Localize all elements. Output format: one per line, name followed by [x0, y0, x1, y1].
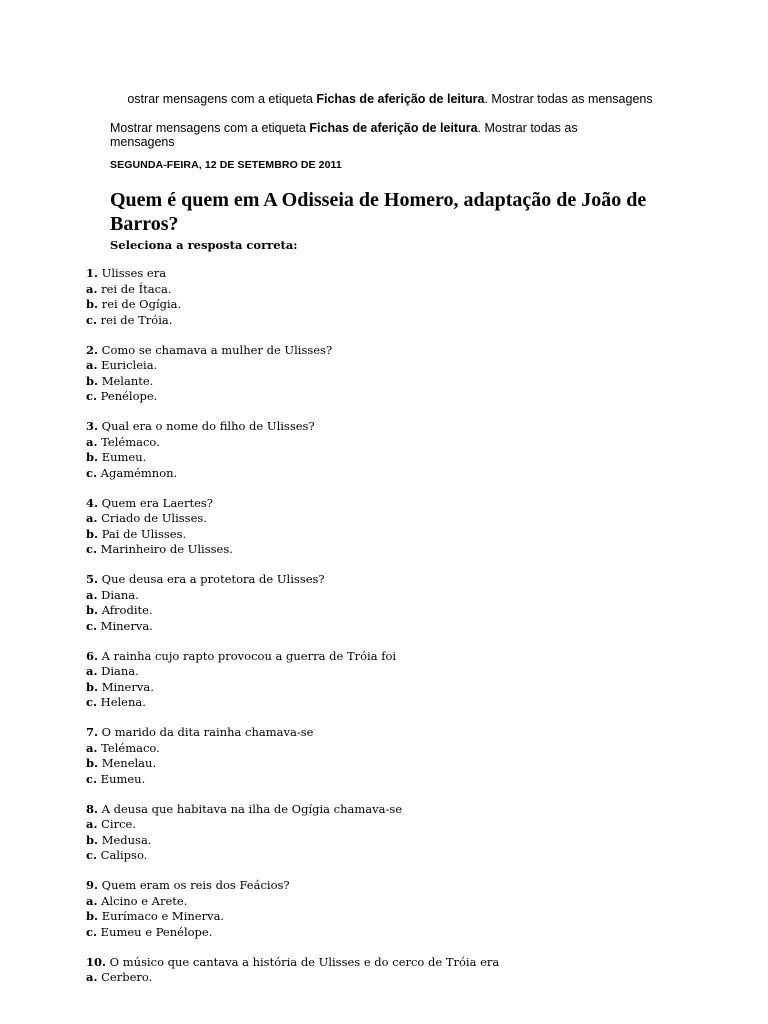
option-letter: c. — [86, 848, 98, 862]
option-letter: a. — [86, 664, 98, 678]
answer-option — [86, 772, 726, 788]
option-text: Euricleia. — [97, 358, 158, 372]
option-text: Criado de Ulisses. — [97, 511, 207, 525]
question-text: O marido da dita rainha chamava-se — [98, 725, 314, 739]
question-number: 6. — [86, 648, 99, 663]
option-letter: a. — [86, 970, 98, 984]
option-letter: a. — [86, 281, 98, 296]
option-letter: a. — [86, 587, 98, 602]
answer-option — [86, 909, 726, 925]
question-text: A deusa que habitava na ilha de Ogígia chamava-se — [98, 801, 403, 816]
answer-option — [86, 313, 726, 329]
answer-option — [86, 970, 726, 986]
post-date: SEGUNDA-FEIRA, 12 DE SETEMBRO DE 2011 — [110, 159, 342, 171]
question-item — [86, 955, 726, 986]
label-links-prefix: Mostrar mensagens com a etiqueta — [110, 121, 310, 135]
label-links-line-1 — [110, 92, 670, 106]
option-letter: b. — [86, 603, 99, 617]
option-text: Penélope. — [97, 389, 158, 403]
answer-option — [86, 588, 726, 604]
instruction-text: Seleciona a resposta correta: — [110, 238, 298, 252]
option-text: Diana. — [97, 664, 139, 678]
option-text: Telémaco. — [97, 740, 160, 755]
answer-option — [86, 603, 726, 619]
question-number: 10. — [86, 954, 107, 969]
question-item — [86, 496, 726, 558]
option-text: Melante. — [98, 373, 154, 388]
option-letter: c. — [86, 465, 98, 480]
option-text: Agamémnon. — [97, 465, 178, 480]
label-link-fichas[interactable]: Fichas de aferição de leitura — [316, 92, 485, 106]
option-text: Medusa. — [98, 832, 152, 847]
answer-option — [86, 925, 726, 941]
answer-option — [86, 297, 726, 313]
question-text: Qual era o nome do filho de Ulisses? — [98, 419, 315, 433]
question-text: Ulisses era — [98, 266, 167, 280]
question-number: 5. — [86, 572, 99, 586]
option-text: rei de Tróia. — [97, 312, 173, 327]
option-text: Circe. — [97, 817, 137, 831]
post-title[interactable]: Quem é quem em A Odisseia de Homero, adaptação de João de Barros? — [110, 189, 647, 235]
answer-option — [86, 511, 726, 527]
option-letter: b. — [86, 832, 99, 847]
option-text: Eumeu. — [97, 771, 146, 786]
question-number: 8. — [86, 801, 99, 816]
option-text: Helena. — [97, 695, 146, 709]
option-letter: b. — [86, 909, 99, 923]
answer-option — [86, 680, 726, 696]
question-text-line — [86, 725, 726, 741]
option-text: Pai de Ulisses. — [98, 526, 187, 541]
answer-option — [86, 389, 726, 405]
question-item — [86, 802, 726, 864]
question-list — [86, 266, 726, 1000]
question-text-line — [86, 878, 726, 894]
label-links-suffix[interactable]: . Mostrar todas as mensagens — [110, 121, 578, 149]
answer-option — [86, 833, 726, 849]
answer-option — [86, 358, 726, 374]
question-text: Que deusa era a protetora de Ulisses? — [98, 572, 325, 586]
option-letter: a. — [86, 740, 98, 755]
option-letter: a. — [86, 358, 98, 372]
answer-option — [86, 894, 726, 910]
question-text-line — [86, 572, 726, 588]
answer-option — [86, 741, 726, 757]
answer-option — [86, 435, 726, 451]
option-text: Minerva. — [97, 618, 153, 633]
answer-option — [86, 282, 726, 298]
option-letter: c. — [86, 618, 98, 633]
question-text-line — [86, 343, 726, 359]
answer-option — [86, 817, 726, 833]
option-text: rei de Ogígia. — [98, 297, 182, 311]
question-text: Como se chamava a mulher de Ulisses? — [98, 342, 333, 357]
option-letter: b. — [86, 373, 99, 388]
question-item — [86, 878, 726, 940]
label-links-suffix[interactable]: . Mostrar todas as mensagens — [484, 92, 653, 106]
answer-option — [86, 527, 726, 543]
option-text: Eumeu. — [98, 450, 147, 464]
question-text-line — [86, 419, 726, 435]
option-text: Cerbero. — [97, 970, 153, 984]
question-item — [86, 649, 726, 711]
question-text-line — [86, 649, 726, 665]
option-letter: b. — [86, 679, 99, 694]
answer-option — [86, 450, 726, 466]
answer-option — [86, 756, 726, 772]
option-letter: b. — [86, 756, 99, 770]
option-text: Minerva. — [98, 679, 154, 694]
option-letter: b. — [86, 297, 99, 311]
answer-option — [86, 695, 726, 711]
question-item — [86, 266, 726, 328]
option-text: Eumeu e Penélope. — [97, 924, 213, 939]
option-letter: c. — [86, 924, 98, 939]
question-number: 3. — [86, 419, 99, 433]
option-text: Alcino e Arete. — [97, 893, 188, 908]
answer-option — [86, 664, 726, 680]
question-item — [86, 343, 726, 405]
option-text: Menelau. — [98, 756, 157, 770]
option-letter: a. — [86, 511, 98, 525]
question-number: 9. — [86, 878, 99, 892]
option-text: Calipso. — [97, 848, 148, 862]
option-letter: b. — [86, 450, 99, 464]
question-number: 7. — [86, 725, 99, 739]
option-letter: c. — [86, 695, 98, 709]
option-text: Telémaco. — [97, 434, 160, 449]
question-item — [86, 419, 726, 481]
answer-option — [86, 466, 726, 482]
question-item — [86, 572, 726, 634]
question-text-line — [86, 266, 726, 282]
label-links-prefix: ostrar mensagens com a etiqueta — [127, 92, 317, 106]
question-number: 1. — [86, 266, 99, 280]
option-text: rei de Ítaca. — [97, 281, 172, 296]
option-letter: c. — [86, 542, 98, 556]
option-text: Marinheiro de Ulisses. — [97, 542, 233, 556]
option-letter: a. — [86, 434, 98, 449]
label-links-line-2 — [110, 121, 630, 149]
label-link-fichas[interactable]: Fichas de aferição de leitura — [309, 121, 478, 135]
option-letter: c. — [86, 312, 98, 327]
question-number: 2. — [86, 342, 99, 357]
option-text: Diana. — [97, 587, 139, 602]
option-letter: c. — [86, 389, 98, 403]
answer-option — [86, 619, 726, 635]
question-text-line — [86, 496, 726, 512]
question-text: A rainha cujo rapto provocou a guerra de Tróia foi — [98, 648, 397, 663]
option-text: Eurímaco e Minerva. — [98, 909, 225, 923]
question-text-line — [86, 802, 726, 818]
option-letter: b. — [86, 526, 99, 541]
answer-option — [86, 542, 726, 558]
question-text: Quem era Laertes? — [98, 495, 213, 510]
answer-option — [86, 374, 726, 390]
question-text-line — [86, 955, 726, 971]
question-number: 4. — [86, 495, 99, 510]
option-letter: c. — [86, 771, 98, 786]
option-letter: a. — [86, 893, 98, 908]
option-letter: a. — [86, 817, 98, 831]
question-item — [86, 725, 726, 787]
answer-option — [86, 848, 726, 864]
option-text: Afrodite. — [98, 603, 153, 617]
question-text: Quem eram os reis dos Feácios? — [98, 878, 290, 892]
question-text: O músico que cantava a história de Ulisses e do cerco de Tróia era — [106, 954, 500, 969]
